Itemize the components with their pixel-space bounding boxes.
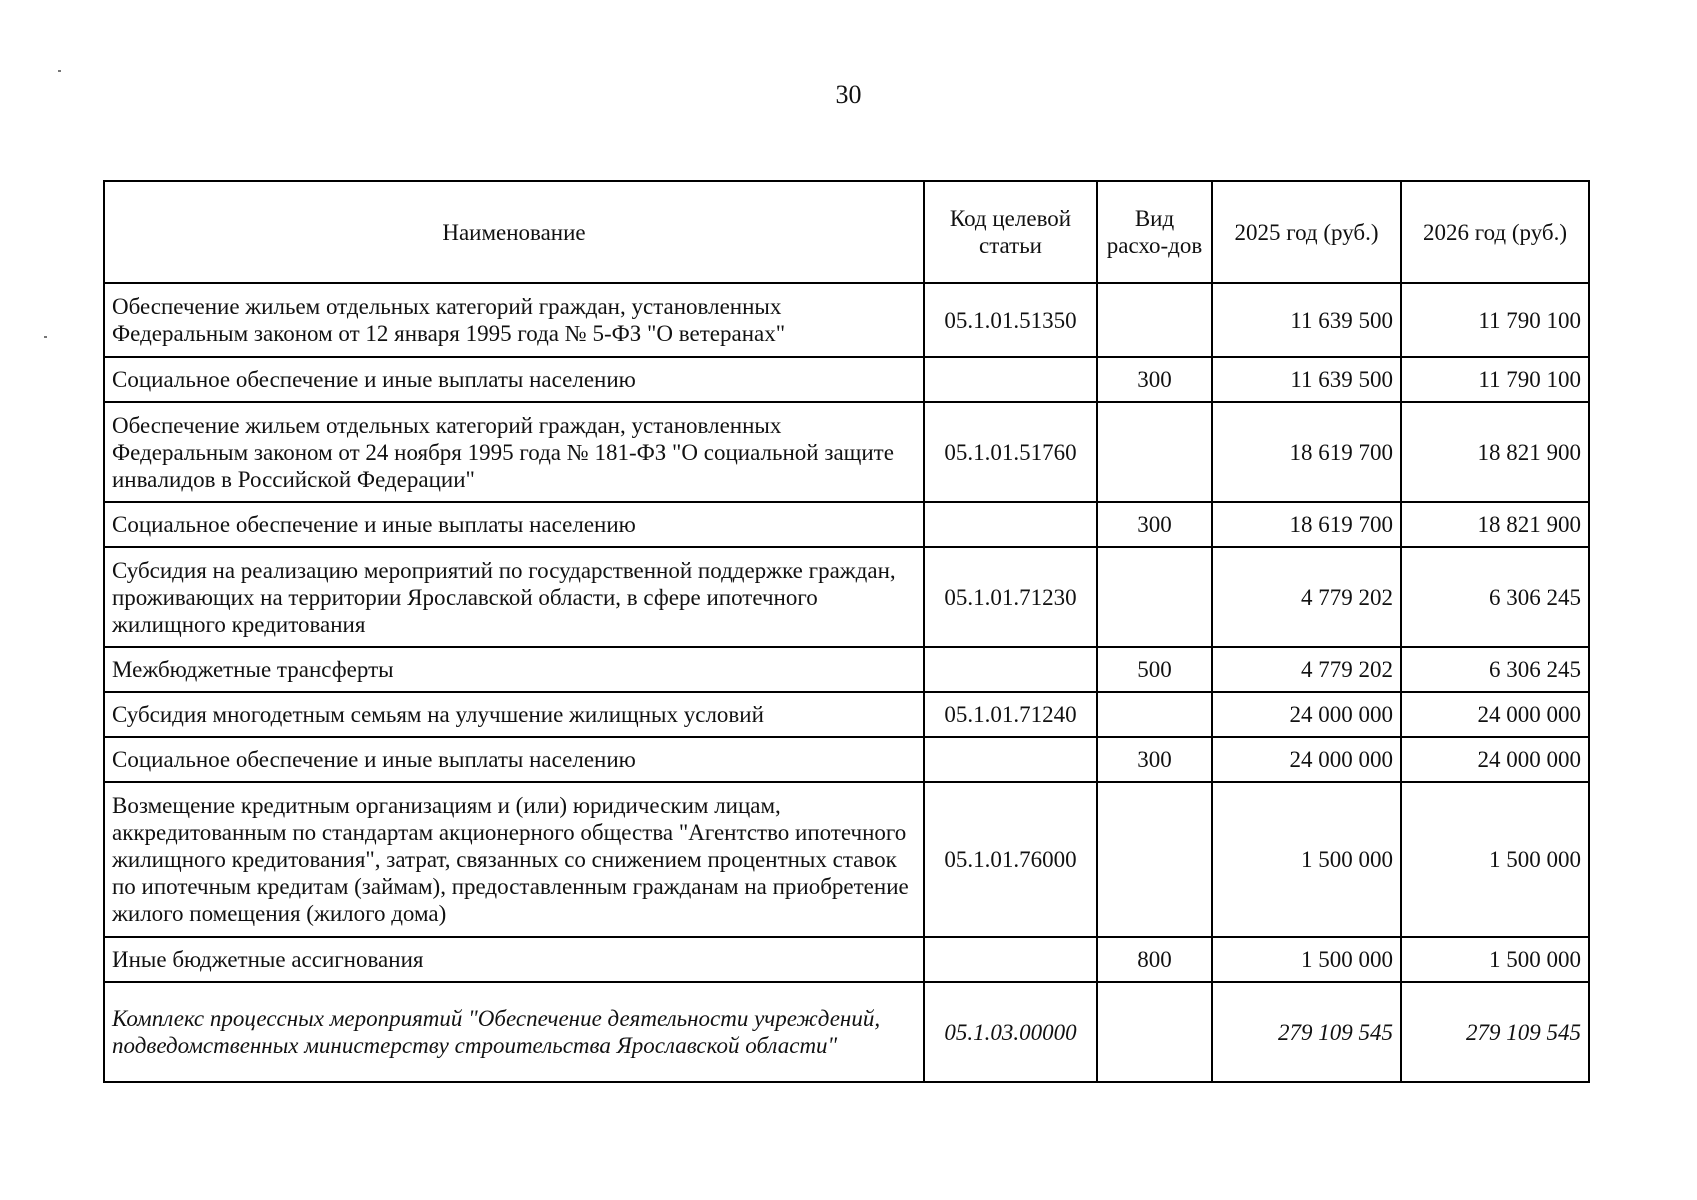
cell-name: Социальное обеспечение и иные выплаты населению xyxy=(104,737,924,782)
cell-code xyxy=(924,937,1097,982)
table-row xyxy=(104,502,1589,547)
budget-table xyxy=(103,180,1590,1083)
cell-code: 05.1.01.76000 xyxy=(924,782,1097,937)
table-row xyxy=(104,937,1589,982)
cell-name: Социальное обеспечение и иные выплаты населению xyxy=(104,357,924,402)
cell-vid: 300 xyxy=(1097,502,1212,547)
cell-2025: 24 000 000 xyxy=(1212,692,1401,737)
cell-name: Социальное обеспечение и иные выплаты населению xyxy=(104,502,924,547)
table-row xyxy=(104,283,1589,357)
cell-vid: 300 xyxy=(1097,357,1212,402)
cell-code xyxy=(924,647,1097,692)
cell-code: 05.1.01.51350 xyxy=(924,283,1097,357)
cell-2026: 11 790 100 xyxy=(1401,357,1589,402)
cell-code: 05.1.01.71240 xyxy=(924,692,1097,737)
header-2026: 2026 год (руб.) xyxy=(1401,181,1589,283)
table-row xyxy=(104,647,1589,692)
cell-name: Субсидия на реализацию мероприятий по государственной поддержке граждан, проживающих на территории Ярославской области, в сфере ипотечного жилищного кредитования xyxy=(104,547,924,647)
cell-vid: 500 xyxy=(1097,647,1212,692)
scan-speck xyxy=(44,336,47,338)
cell-vid xyxy=(1097,782,1212,937)
table-row xyxy=(104,782,1589,937)
cell-code: 05.1.03.00000 xyxy=(924,982,1097,1082)
cell-2026: 1 500 000 xyxy=(1401,937,1589,982)
cell-2026: 6 306 245 xyxy=(1401,547,1589,647)
cell-2026: 6 306 245 xyxy=(1401,647,1589,692)
table-row xyxy=(104,692,1589,737)
cell-2026: 1 500 000 xyxy=(1401,782,1589,937)
cell-2026: 11 790 100 xyxy=(1401,283,1589,357)
cell-code xyxy=(924,357,1097,402)
table-row xyxy=(104,357,1589,402)
cell-code xyxy=(924,737,1097,782)
header-name: Наименование xyxy=(104,181,924,283)
cell-name: Межбюджетные трансферты xyxy=(104,647,924,692)
cell-name: Обеспечение жильем отдельных категорий граждан, установленных Федеральным законом от 12 января 1995 года № 5-ФЗ "О ветеранах" xyxy=(104,283,924,357)
table-row xyxy=(104,737,1589,782)
cell-name: Комплекс процессных мероприятий "Обеспечение деятельности учреждений, подведомственных министерству строительства Ярославской области" xyxy=(104,982,924,1082)
table-header-row xyxy=(104,181,1589,283)
cell-vid xyxy=(1097,547,1212,647)
scan-speck xyxy=(58,70,61,72)
cell-2025: 279 109 545 xyxy=(1212,982,1401,1082)
cell-vid: 300 xyxy=(1097,737,1212,782)
cell-vid xyxy=(1097,982,1212,1082)
cell-2025: 4 779 202 xyxy=(1212,647,1401,692)
table-body xyxy=(104,283,1589,1082)
cell-2025: 18 619 700 xyxy=(1212,502,1401,547)
cell-2025: 4 779 202 xyxy=(1212,547,1401,647)
cell-2025: 11 639 500 xyxy=(1212,357,1401,402)
table-row xyxy=(104,982,1589,1082)
cell-code xyxy=(924,502,1097,547)
cell-vid xyxy=(1097,283,1212,357)
header-2025: 2025 год (руб.) xyxy=(1212,181,1401,283)
cell-2026: 18 821 900 xyxy=(1401,502,1589,547)
cell-name: Субсидия многодетным семьям на улучшение жилищных условий xyxy=(104,692,924,737)
cell-2025: 1 500 000 xyxy=(1212,937,1401,982)
cell-vid xyxy=(1097,402,1212,502)
cell-2025: 11 639 500 xyxy=(1212,283,1401,357)
cell-2026: 18 821 900 xyxy=(1401,402,1589,502)
cell-2026: 279 109 545 xyxy=(1401,982,1589,1082)
cell-2025: 18 619 700 xyxy=(1212,402,1401,502)
cell-2025: 1 500 000 xyxy=(1212,782,1401,937)
cell-vid xyxy=(1097,692,1212,737)
header-code: Код целевой статьи xyxy=(924,181,1097,283)
header-vid: Вид расхо-дов xyxy=(1097,181,1212,283)
cell-2026: 24 000 000 xyxy=(1401,692,1589,737)
cell-name: Обеспечение жильем отдельных категорий граждан, установленных Федеральным законом от 24 ноября 1995 года № 181-ФЗ "О социальной защите инвалидов в Российской Федерации" xyxy=(104,402,924,502)
table-row xyxy=(104,547,1589,647)
page-number: 30 xyxy=(835,80,862,109)
cell-name: Возмещение кредитным организациям и (или) юридическим лицам, аккредитованным по стандартам акционерного общества "Агентство ипотечного жилищного кредитования", затрат, связанных со снижением процентных ставок по ипотечным кредитам (займам), предоставленным гражданам на приобретение жилого помещения (жилого дома) xyxy=(104,782,924,937)
cell-2026: 24 000 000 xyxy=(1401,737,1589,782)
cell-code: 05.1.01.71230 xyxy=(924,547,1097,647)
cell-name: Иные бюджетные ассигнования xyxy=(104,937,924,982)
cell-vid: 800 xyxy=(1097,937,1212,982)
cell-code: 05.1.01.51760 xyxy=(924,402,1097,502)
cell-2025: 24 000 000 xyxy=(1212,737,1401,782)
table-row xyxy=(104,402,1589,502)
